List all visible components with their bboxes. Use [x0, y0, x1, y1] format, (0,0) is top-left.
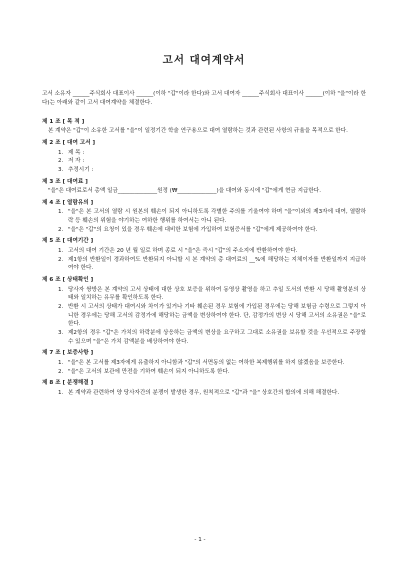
item-number: 2. — [58, 226, 64, 233]
item-text: 본 계약과 관련하여 양 당사자간의 분쟁이 발생한 경우, 원칙적으로 "갑"과 "을" 상호간의 합의에 의해 해결한다. — [68, 389, 340, 396]
item-text: 반환 시 고서의 상태가 대여시와 차이가 있거나 기타 훼손된 경우 보험에 가입된 경우에는 당해 보험금 수령으로 그렇지 아니한 경우에는 당해 고서의 감정가에 해당하는 금액을 변상하여야 한다. 단, 감정가의 변상 시 당해 고서의 소유권은 "을"로 한다. — [68, 304, 366, 328]
article-item-list — [42, 389, 366, 398]
item-text: 고서의 대여 기간은 20 년 월 일로 하며 종료 시 "을"은 즉시 "갑"의 주소지에 반환하여야 한다. — [68, 248, 298, 255]
article-heading: 제 3 조 [ 대여료 ] — [42, 178, 88, 185]
article-4 — [42, 199, 366, 235]
item-number: 1. — [58, 359, 64, 366]
document-title: 고서 대여계약서 — [162, 54, 246, 66]
article-7 — [42, 349, 366, 376]
list-item — [58, 247, 366, 256]
list-item — [58, 226, 366, 235]
list-item — [58, 368, 366, 377]
item-number: 1. — [58, 149, 64, 156]
item-number: 3. — [58, 330, 64, 337]
item-text: "을"은 본 고서를 제3자에게 유출하지 아니함과 "갑"의 서면동의 없는 여하한 복제행위를 하지 않겠음을 보증한다. — [68, 359, 345, 366]
item-number: 2. — [58, 256, 64, 263]
list-item — [58, 208, 366, 225]
article-item-list — [42, 247, 366, 273]
article-5 — [42, 237, 366, 273]
list-item — [58, 286, 366, 303]
item-text: "을"은 고서의 보관에 만전을 기하여 훼손이 되지 아니하도록 한다. — [68, 368, 230, 375]
article-heading: 제 2 조 [ 대여 고서 ] — [42, 139, 96, 146]
articles-container — [42, 118, 366, 398]
article-heading: 제 6 조 [ 상태확인 ] — [42, 277, 94, 284]
article-item-list — [42, 286, 366, 347]
item-text: 추정시기 : — [68, 166, 94, 173]
list-item — [58, 256, 366, 273]
item-number: 2. — [58, 368, 64, 375]
article-heading: 제 7 조 [ 보증사항 ] — [42, 350, 94, 357]
item-text: 저 자 : — [68, 158, 85, 165]
list-item — [58, 359, 366, 368]
list-item — [58, 166, 366, 175]
article-1 — [42, 118, 366, 136]
intro-paragraph: 고서 소유자 ______주식회사 대표이사 ______(이하 "갑"이라 한다)와 고서 대여자 ______주식회사 대표이사 ______(이하 "을"이라 한다)는 아래와 같이 고서 대여계약을 체결한다. — [42, 91, 366, 106]
item-number: 1. — [58, 286, 64, 293]
item-number: 2. — [58, 304, 64, 311]
item-number: 2. — [58, 158, 64, 165]
item-number: 1. — [58, 389, 64, 396]
item-text: 제1항의 반환일이 경과하여도 반환되지 아니할 시 본 계약의 총 대여료의 __%에 해당하는 지체이자를 반환일까지 지급하여야 한다. — [68, 256, 366, 272]
article-paragraph: "을"은 대여료로서 총액 일금______________원정 (₩______________)을 대여와 동시에 "갑"에게 현금 지급한다. — [48, 188, 321, 195]
item-number: 3. — [58, 166, 64, 173]
item-text: "을"은 "갑"의 요청이 있을 경우 훼손에 대비한 보험에 가입하여 보험증서를 "갑"에게 제공하여야 한다. — [68, 226, 318, 233]
article-heading: 제 1 조 [ 목 적 ] — [42, 118, 85, 125]
article-item-list — [42, 359, 366, 376]
article-2 — [42, 139, 366, 175]
article-item-list — [42, 208, 366, 234]
list-item — [58, 389, 366, 398]
item-text: 제2항의 경우 "갑"은 가치의 하락분에 상응하는 금액의 변상을 요구하고 그대로 소유권을 보유할 것을 우선적으로 주장할 수 있으며 "을"은 가치 감액분을 배상하여야 한다. — [68, 330, 366, 345]
article-3 — [42, 178, 366, 196]
article-heading: 제 4 조 [ 열람유의 ] — [42, 199, 94, 206]
item-number: 1. — [58, 209, 64, 216]
article-item-list — [42, 149, 366, 175]
article-heading: 제 8 조 [ 분쟁해결 ] — [42, 380, 94, 387]
list-item — [58, 149, 366, 158]
item-text: 당사자 쌍방은 본 계약의 고서 상태에 대한 상호 보증을 위하여 동영상 촬영을 하고 추일 도서의 반환 시 당해 촬영분의 상태와 일치하는 유무를 확인하도록 한다. — [68, 286, 366, 302]
page-number: - 1 - — [194, 537, 206, 544]
list-item — [58, 329, 366, 346]
item-text: "을"은 본 고서의 열람 시 원본의 훼손이 되지 아니하도록 각별한 주의를 기울여야 하며 "을"이외의 제3자에 대여, 열람하락 등 훼손의 위험을 야기하는 여하한 행위를 하여서는 아니 된다. — [68, 209, 366, 225]
article-8 — [42, 379, 366, 397]
item-number: 1. — [58, 248, 64, 255]
article-heading: 제 5 조 [ 대여기간 ] — [42, 238, 94, 245]
article-6 — [42, 276, 366, 346]
item-text: 제 목 : — [68, 149, 85, 156]
article-paragraph: 본 계약은 "갑"이 소유한 고서를 "을"이 일정기간 학술 연구용으로 대여 열람하는 것과 관련된 사항의 규율을 목적으로 한다. — [48, 128, 348, 135]
list-item — [58, 303, 366, 329]
list-item — [58, 157, 366, 166]
